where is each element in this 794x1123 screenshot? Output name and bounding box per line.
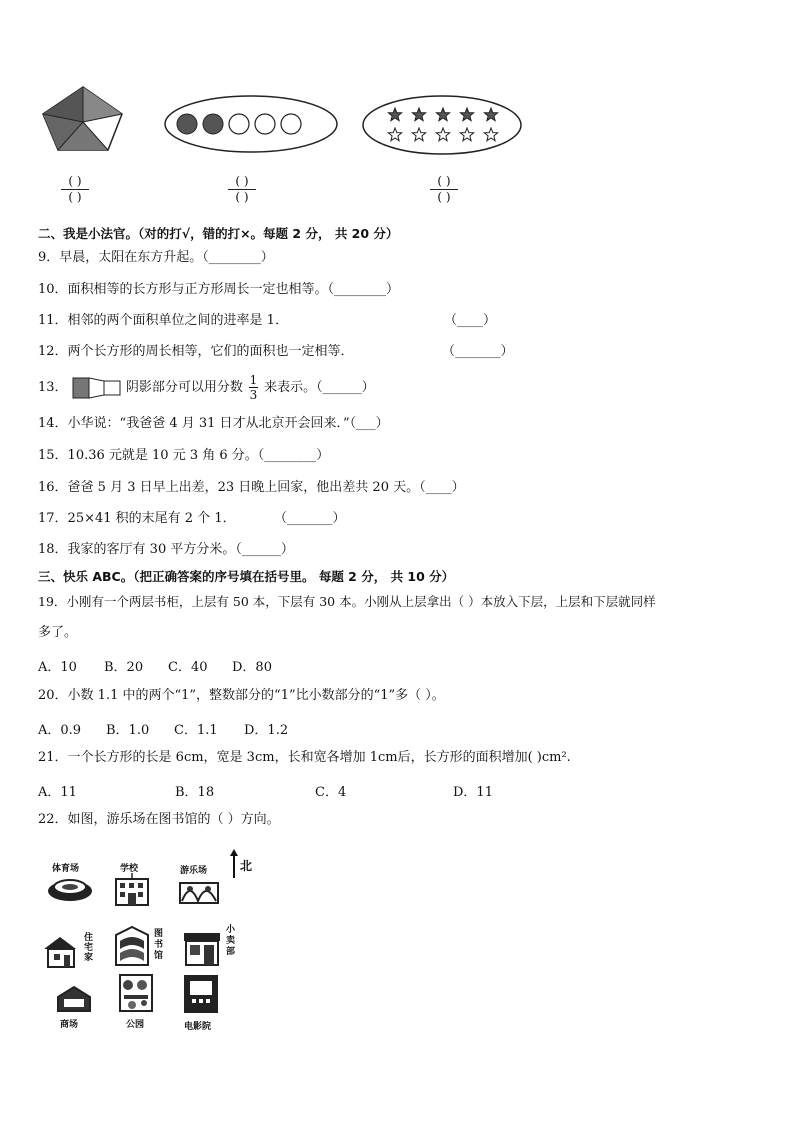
question-13-text-b[interactable]: 来表示。（______） (264, 380, 375, 395)
question-14: 14．小华说：“我爸爸 4 月 31 日才从北京开会回来．”（___） (38, 416, 389, 431)
map-label-kiosk: 小卖部 (226, 925, 236, 957)
library-icon (112, 925, 152, 969)
question-21-option-c[interactable]: C．4 (315, 785, 347, 800)
school-icon (112, 873, 152, 907)
fraction-blank-bottom: ( ) (68, 190, 82, 204)
north-arrow-icon (228, 849, 240, 879)
fraction-blank-bottom: ( ) (235, 190, 249, 204)
question-19-option-d[interactable]: D．80 (232, 660, 272, 675)
question-21-option-b[interactable]: B．18 (175, 785, 215, 800)
question-12: 12．两个长方形的周长相等，它们的面积也一定相等． (38, 344, 354, 359)
fraction-denominator: 3 (249, 388, 258, 402)
fraction-blank-2[interactable] (222, 175, 262, 204)
question-20: 20．小数 1.1 中的两个“1”，整数部分的“1”比小数部分的“1”多（ ）。 (38, 688, 445, 703)
question-13 (38, 373, 375, 403)
question-22: 22．如图，游乐场在图书馆的（ ）方向。 (38, 812, 280, 827)
map-label-mall: 商场 (60, 1020, 79, 1030)
map-label-cinema: 电影院 (184, 1022, 212, 1032)
question-19-option-a[interactable]: A．10 (38, 660, 77, 675)
question-21-option-a[interactable]: A．11 (38, 785, 77, 800)
question-10: 10．面积相等的长方形与正方形周长一定也相等。（________） (38, 282, 400, 297)
direction-map (40, 845, 265, 1035)
north-label: 北 (240, 859, 253, 873)
question-20-option-d[interactable]: D．1.2 (244, 723, 289, 738)
section-2-heading: 二、我是小法官。（对的打√，错的打×。每题 2 分， 共 20 分） (38, 226, 399, 241)
question-20-option-c[interactable]: C．1.1 (174, 723, 218, 738)
question-18: 18．我家的客厅有 30 平方分米。（______） (38, 542, 294, 557)
fraction-numerator: 1 (249, 373, 258, 387)
kiosk-icon (182, 931, 222, 967)
question-16: 16．爸爸 5 月 3 日早上出差，23 日晚上回家，他出差共 20 天。（____） (38, 480, 465, 495)
question-21: 21．一个长方形的长是 6cm，宽是 3cm，长和宽各增加 1cm后，长方形的面积增加( )cm². (38, 750, 571, 765)
map-label-school: 学校 (120, 864, 139, 874)
cinema-icon (182, 973, 220, 1015)
map-label-stadium: 体育场 (52, 864, 80, 874)
question-17-blank[interactable]: （_______） (274, 511, 346, 526)
fraction-blank-3[interactable] (424, 175, 464, 204)
question-19-line2: 多了。 (38, 625, 78, 640)
fraction-blank-top: ( ) (68, 174, 82, 188)
question-9: 9．早晨，太阳在东方升起。（________） (38, 250, 274, 265)
stadium-icon (46, 873, 94, 903)
fraction-blank-top: ( ) (235, 174, 249, 188)
fraction-blank-bottom: ( ) (437, 190, 451, 204)
fraction-blank-1[interactable] (55, 175, 95, 204)
question-12-blank[interactable]: （_______） (442, 344, 514, 359)
park-icon (118, 973, 154, 1013)
question-11-blank[interactable]: （____） (444, 313, 497, 328)
question-20-option-b[interactable]: B．1.0 (106, 723, 150, 738)
residence-icon (42, 935, 82, 969)
question-20-option-a[interactable]: A．0.9 (38, 723, 82, 738)
question-17: 17．25×41 积的末尾有 2 个 1． (38, 511, 236, 526)
section-3-heading: 三、快乐 ABC。（把正确答案的序号填在括号里。 每题 2 分， 共 10 分） (38, 569, 455, 584)
fraction-blank-top: ( ) (437, 174, 451, 188)
question-21-option-d[interactable]: D．11 (453, 785, 493, 800)
shaded-rectangle-figure (72, 377, 122, 399)
circles-oval (163, 94, 339, 154)
question-11: 11．相邻的两个面积单位之间的进率是 1． (38, 313, 288, 328)
map-label-library: 图书馆 (154, 929, 164, 961)
mall-icon (54, 985, 94, 1015)
stars-oval (361, 94, 523, 156)
question-19-option-c[interactable]: C．40 (168, 660, 208, 675)
question-19-option-b[interactable]: B．20 (104, 660, 144, 675)
question-13-number: 13． (38, 380, 68, 395)
shaded-pentagon (38, 84, 128, 152)
question-19-line1: 19．小刚有一个两层书柜，上层有 50 本，下层有 30 本。小刚从上层拿出（ ）本放入下层，上层和下层就同样 (38, 594, 656, 609)
map-label-park: 公园 (126, 1020, 145, 1030)
one-third-fraction (249, 374, 258, 401)
question-13-text-a: 阴影部分可以用分数 (125, 380, 243, 395)
map-label-residence: 住宅家 (84, 933, 94, 963)
amusement-park-icon (178, 875, 220, 905)
question-15: 15．10.36 元就是 10 元 3 角 6 分。（________） (38, 448, 330, 463)
map-label-amusement-park: 游乐场 (180, 866, 208, 876)
